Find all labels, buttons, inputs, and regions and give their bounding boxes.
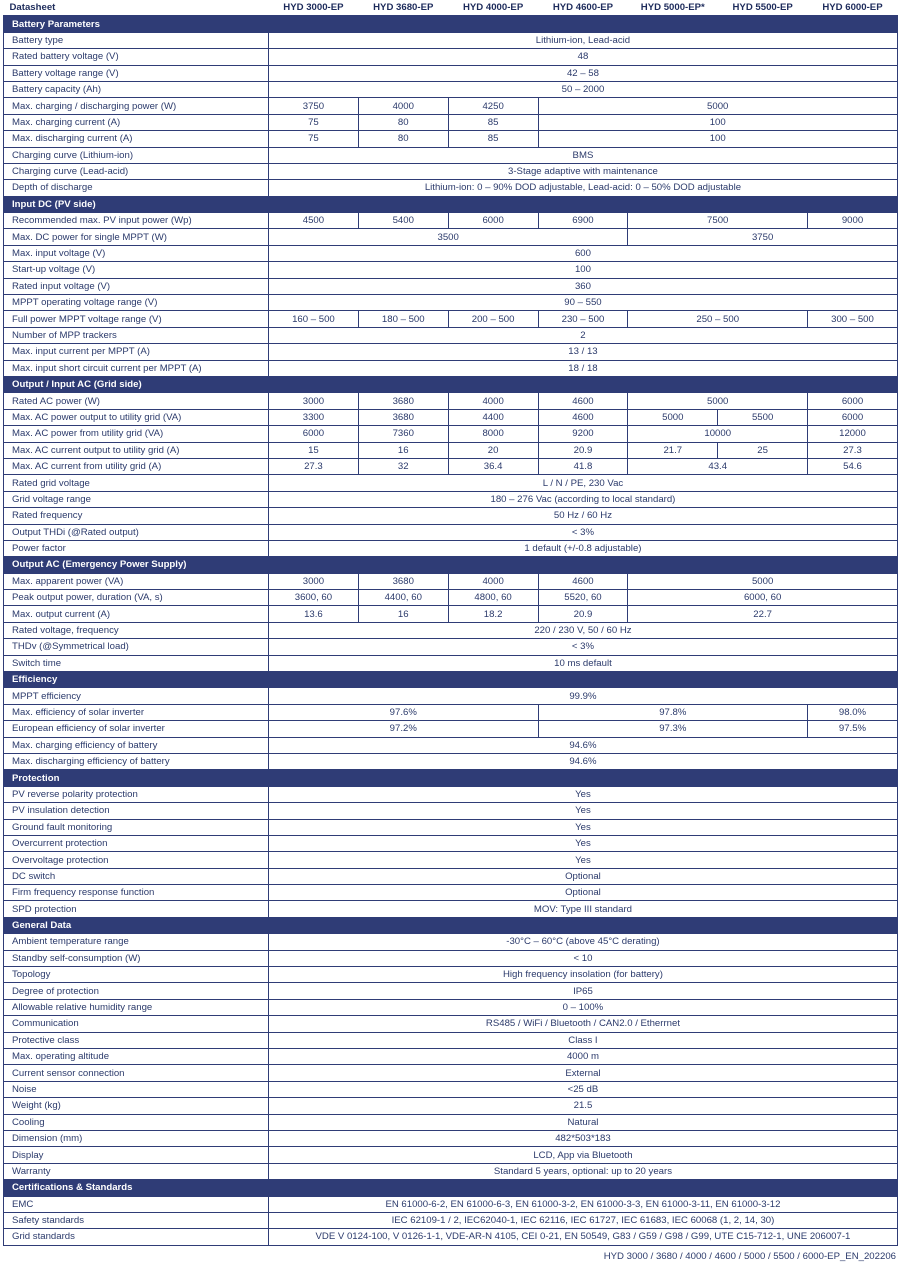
spec-value: 13 / 13 [269,344,898,360]
model-name: HYD 4000-EP [448,0,538,16]
spec-value: 18.2 [448,606,538,622]
spec-row [4,65,898,81]
spec-row [4,262,898,278]
spec-value: 50 – 2000 [269,81,898,97]
spec-value: Optional [269,868,898,884]
spec-value: 5000 [628,573,898,589]
spec-row [4,999,898,1015]
spec-label: Depth of discharge [4,180,269,196]
model-header-row [4,0,898,16]
spec-row [4,590,898,606]
spec-row [4,1032,898,1048]
spec-value: 8000 [448,426,538,442]
spec-value: 18 / 18 [269,360,898,376]
spec-row [4,753,898,769]
section-title: Efficiency [4,672,898,688]
spec-value: 6000 [808,393,898,409]
spec-value: 36.4 [448,458,538,474]
spec-row [4,311,898,327]
spec-label: Cooling [4,1114,269,1130]
spec-row [4,229,898,245]
spec-value: 5000 [628,393,808,409]
section-header [4,672,898,688]
spec-value: 97.6% [269,704,539,720]
spec-value: 22.7 [628,606,898,622]
spec-row [4,704,898,720]
spec-row [4,868,898,884]
spec-value: Standard 5 years, optional: up to 20 years [269,1163,898,1179]
spec-value: 360 [269,278,898,294]
spec-value: 9200 [538,426,628,442]
spec-value: Class I [269,1032,898,1048]
spec-row [4,1098,898,1114]
spec-value: Lithium-ion: 0 – 90% DOD adjustable, Lead-acid: 0 – 50% DOD adjustable [269,180,898,196]
spec-value: 3600, 60 [269,590,359,606]
spec-value: 75 [269,114,359,130]
spec-row [4,835,898,851]
spec-value: 3750 [269,98,359,114]
spec-value: 3500 [269,229,628,245]
spec-label: Charging curve (Lithium-ion) [4,147,269,163]
spec-row [4,81,898,97]
spec-value: 230 – 500 [538,311,628,327]
spec-value: 5000 [538,98,897,114]
model-name: HYD 3680-EP [358,0,448,16]
spec-label: EMC [4,1196,269,1212]
spec-row [4,967,898,983]
spec-value: 97.5% [808,721,898,737]
spec-value: 4600 [538,573,628,589]
spec-row [4,786,898,802]
spec-value: L / N / PE, 230 Vac [269,475,898,491]
spec-value: High frequency insolation (for battery) [269,967,898,983]
spec-label: MPPT operating voltage range (V) [4,295,269,311]
spec-value: 42 – 58 [269,65,898,81]
spec-label: Dimension (mm) [4,1130,269,1146]
spec-label: Switch time [4,655,269,671]
spec-label: DC switch [4,868,269,884]
spec-value: 100 [538,131,897,147]
spec-value: 25 [718,442,808,458]
spec-row [4,901,898,917]
spec-value: 12000 [808,426,898,442]
spec-value: 97.2% [269,721,539,737]
spec-value: IP65 [269,983,898,999]
spec-label: Battery capacity (Ah) [4,81,269,97]
spec-row [4,327,898,343]
spec-row [4,983,898,999]
spec-value: 20.9 [538,606,628,622]
spec-label: Max. DC power for single MPPT (W) [4,229,269,245]
spec-label: Grid standards [4,1229,269,1245]
spec-label: Ground fault monitoring [4,819,269,835]
spec-label: PV reverse polarity protection [4,786,269,802]
spec-label: Protective class [4,1032,269,1048]
spec-row [4,98,898,114]
section-header [4,376,898,392]
spec-row [4,475,898,491]
spec-value: 5500 [718,409,808,425]
spec-value: 6000 [448,213,538,229]
spec-value: < 10 [269,950,898,966]
spec-value: 3-Stage adaptive with maintenance [269,163,898,179]
spec-row [4,606,898,622]
spec-value: 3680 [358,409,448,425]
spec-label: Display [4,1147,269,1163]
spec-label: Start-up voltage (V) [4,262,269,278]
spec-value: 10 ms default [269,655,898,671]
spec-row [4,508,898,524]
spec-value: 27.3 [269,458,359,474]
datasheet [3,0,897,1246]
spec-row [4,1016,898,1032]
spec-value: 3680 [358,573,448,589]
section-header [4,1180,898,1196]
spec-label: Warranty [4,1163,269,1179]
spec-value: 250 – 500 [628,311,808,327]
spec-value: Yes [269,852,898,868]
spec-label: Rated battery voltage (V) [4,49,269,65]
spec-value: 3750 [628,229,898,245]
spec-label: Max. AC current output to utility grid (A) [4,442,269,458]
spec-label: Max. AC power from utility grid (VA) [4,426,269,442]
datasheet-title: Datasheet [4,0,269,16]
spec-value: 100 [538,114,897,130]
spec-row [4,688,898,704]
spec-row [4,360,898,376]
spec-label: Max. AC power output to utility grid (VA) [4,409,269,425]
spec-value: 5400 [358,213,448,229]
spec-value: 4000 m [269,1049,898,1065]
spec-value: 4600 [538,409,628,425]
section-title: Battery Parameters [4,16,898,32]
spec-value: 5000 [628,409,718,425]
spec-row [4,1212,898,1228]
spec-value: 6900 [538,213,628,229]
model-name: HYD 6000-EP [808,0,898,16]
spec-label: Standby self-consumption (W) [4,950,269,966]
spec-value: 21.7 [628,442,718,458]
spec-label: Allowable relative humidity range [4,999,269,1015]
spec-row [4,1049,898,1065]
spec-value: 100 [269,262,898,278]
section-title: Certifications & Standards [4,1180,898,1196]
section-header [4,16,898,32]
spec-value: 6000 [808,409,898,425]
spec-value: 4000 [448,393,538,409]
spec-label: Overcurrent protection [4,835,269,851]
spec-label: Max. operating altitude [4,1049,269,1065]
spec-value: 1 default (+/-0.8 adjustable) [269,540,898,556]
spec-label: Max. discharging current (A) [4,131,269,147]
spec-value: 94.6% [269,753,898,769]
spec-row [4,426,898,442]
spec-row [4,163,898,179]
spec-row [4,180,898,196]
spec-value: External [269,1065,898,1081]
spec-label: Rated AC power (W) [4,393,269,409]
spec-value: < 3% [269,524,898,540]
spec-value: 4400, 60 [358,590,448,606]
spec-label: Max. charging / discharging power (W) [4,98,269,114]
spec-value: 4800, 60 [448,590,538,606]
spec-value: Yes [269,835,898,851]
spec-row [4,1130,898,1146]
spec-row [4,491,898,507]
spec-value: 300 – 500 [808,311,898,327]
spec-label: Current sensor connection [4,1065,269,1081]
spec-label: Firm frequency response function [4,885,269,901]
spec-value: IEC 62109-1 / 2, IEC62040-1, IEC 62116, IEC 61727, IEC 61683, IEC 60068 (1, 2, 14, 30) [269,1212,898,1228]
spec-row [4,458,898,474]
model-name: HYD 5000-EP* [628,0,718,16]
spec-label: Max. input short circuit current per MPPT (A) [4,360,269,376]
spec-row [4,655,898,671]
spec-row [4,409,898,425]
spec-value: 13.6 [269,606,359,622]
spec-label: Safety standards [4,1212,269,1228]
spec-label: Topology [4,967,269,983]
spec-value: 85 [448,114,538,130]
spec-label: Battery voltage range (V) [4,65,269,81]
spec-row [4,442,898,458]
spec-label: Degree of protection [4,983,269,999]
spec-value: 3000 [269,393,359,409]
spec-value: 48 [269,49,898,65]
model-name: HYD 5500-EP [718,0,808,16]
spec-value: 160 – 500 [269,311,359,327]
spec-value: 4400 [448,409,538,425]
spec-value: < 3% [269,639,898,655]
spec-label: THDv (@Symmetrical load) [4,639,269,655]
spec-label: Weight (kg) [4,1098,269,1114]
spec-value: 6000 [269,426,359,442]
spec-label: Max. input current per MPPT (A) [4,344,269,360]
spec-row [4,213,898,229]
spec-row [4,524,898,540]
spec-value: <25 dB [269,1081,898,1097]
section-header [4,917,898,933]
spec-value: 7500 [628,213,808,229]
spec-value: 6000, 60 [628,590,898,606]
spec-value: 21.5 [269,1098,898,1114]
spec-label: Max. charging current (A) [4,114,269,130]
spec-value: 80 [358,131,448,147]
spec-value: 32 [358,458,448,474]
spec-row [4,721,898,737]
spec-label: SPD protection [4,901,269,917]
spec-value: RS485 / WiFi / Bluetooth / CAN2.0 / Etherrnet [269,1016,898,1032]
spec-value: 3300 [269,409,359,425]
spec-row [4,852,898,868]
spec-value: Natural [269,1114,898,1130]
spec-value: 4000 [358,98,448,114]
spec-value: LCD, App via Bluetooth [269,1147,898,1163]
spec-value: 5520, 60 [538,590,628,606]
spec-row [4,1081,898,1097]
spec-row [4,1229,898,1245]
spec-row [4,147,898,163]
spec-value: 54.6 [808,458,898,474]
spec-value: 50 Hz / 60 Hz [269,508,898,524]
spec-row [4,639,898,655]
spec-value: -30°C – 60°C (above 45°C derating) [269,934,898,950]
spec-value: BMS [269,147,898,163]
spec-row [4,278,898,294]
spec-value: 200 – 500 [448,311,538,327]
spec-label: Communication [4,1016,269,1032]
spec-value: 4500 [269,213,359,229]
spec-value: 41.8 [538,458,628,474]
spec-value: 90 – 550 [269,295,898,311]
spec-value: 80 [358,114,448,130]
spec-row [4,344,898,360]
spec-value: 43.4 [628,458,808,474]
spec-value: 7360 [358,426,448,442]
spec-row [4,819,898,835]
spec-value: 99.9% [269,688,898,704]
spec-label: Max. input voltage (V) [4,245,269,261]
spec-label: Charging curve (Lead-acid) [4,163,269,179]
spec-value: VDE V 0124-100, V 0126-1-1, VDE-AR-N 4105, CEI 0-21, EN 50549, G83 / G59 / G98 / G99, UTE C15-712-1, UNE 206007-1 [269,1229,898,1245]
spec-value: 2 [269,327,898,343]
spec-row [4,737,898,753]
spec-label: Output THDi (@Rated output) [4,524,269,540]
spec-label: Grid voltage range [4,491,269,507]
spec-value: 20 [448,442,538,458]
spec-value: 9000 [808,213,898,229]
spec-label: Max. charging efficiency of battery [4,737,269,753]
spec-label: Max. AC current from utility grid (A) [4,458,269,474]
spec-value: EN 61000-6-2, EN 61000-6-3, EN 61000-3-2, EN 61000-3-3, EN 61000-3-11, EN 61000-3-12 [269,1196,898,1212]
spec-row [4,934,898,950]
spec-row [4,1163,898,1179]
spec-value: 4600 [538,393,628,409]
spec-value: 97.3% [538,721,808,737]
spec-label: Max. efficiency of solar inverter [4,704,269,720]
spec-value: 98.0% [808,704,898,720]
spec-value: 482*503*183 [269,1130,898,1146]
model-name: HYD 4600-EP [538,0,628,16]
spec-label: Max. apparent power (VA) [4,573,269,589]
spec-label: PV insulation detection [4,803,269,819]
spec-value: Lithium-ion, Lead-acid [269,32,898,48]
spec-row [4,245,898,261]
spec-row [4,1147,898,1163]
spec-value: 3680 [358,393,448,409]
spec-value: Yes [269,819,898,835]
spec-row [4,393,898,409]
spec-row [4,32,898,48]
spec-value: 16 [358,606,448,622]
spec-value: 3000 [269,573,359,589]
section-header [4,196,898,212]
spec-row [4,885,898,901]
datasheet-table [3,0,898,1246]
spec-row [4,1114,898,1130]
spec-value: 16 [358,442,448,458]
spec-label: Ambient temperature range [4,934,269,950]
section-title: Protection [4,770,898,786]
spec-value: 85 [448,131,538,147]
spec-label: Max. discharging efficiency of battery [4,753,269,769]
spec-value: 97.8% [538,704,808,720]
spec-label: Peak output power, duration (VA, s) [4,590,269,606]
spec-label: Overvoltage protection [4,852,269,868]
spec-label: Rated input voltage (V) [4,278,269,294]
spec-value: 94.6% [269,737,898,753]
section-title: Input DC (PV side) [4,196,898,212]
spec-label: Number of MPP trackers [4,327,269,343]
section-header [4,770,898,786]
spec-value: 220 / 230 V, 50 / 60 Hz [269,622,898,638]
section-title: Output AC (Emergency Power Supply) [4,557,898,573]
spec-row [4,1196,898,1212]
section-header [4,557,898,573]
spec-row [4,49,898,65]
model-name: HYD 3000-EP [269,0,359,16]
spec-value: 27.3 [808,442,898,458]
spec-row [4,540,898,556]
spec-value: 180 – 276 Vac (according to local standard) [269,491,898,507]
spec-row [4,114,898,130]
spec-label: European efficiency of solar inverter [4,721,269,737]
spec-value: Yes [269,786,898,802]
spec-value: 4000 [448,573,538,589]
spec-label: Recommended max. PV input power (Wp) [4,213,269,229]
spec-value: Optional [269,885,898,901]
spec-label: Max. output current (A) [4,606,269,622]
spec-value: Yes [269,803,898,819]
section-title: General Data [4,917,898,933]
spec-value: 4250 [448,98,538,114]
spec-label: Power factor [4,540,269,556]
spec-row [4,950,898,966]
spec-row [4,1065,898,1081]
spec-row [4,131,898,147]
spec-value: 180 – 500 [358,311,448,327]
spec-value: MOV: Type III standard [269,901,898,917]
spec-label: MPPT efficiency [4,688,269,704]
spec-label: Rated grid voltage [4,475,269,491]
spec-value: 20.9 [538,442,628,458]
spec-row [4,295,898,311]
spec-label: Full power MPPT voltage range (V) [4,311,269,327]
section-title: Output / Input AC (Grid side) [4,376,898,392]
spec-value: 600 [269,245,898,261]
spec-row [4,622,898,638]
spec-label: Rated frequency [4,508,269,524]
spec-value: 75 [269,131,359,147]
spec-row [4,573,898,589]
document-footer: HYD 3000 / 3680 / 4000 / 4600 / 5000 / 5500 / 6000-EP_EN_202206 [603,1251,896,1262]
spec-row [4,803,898,819]
spec-value: 0 – 100% [269,999,898,1015]
spec-label: Rated voltage, frequency [4,622,269,638]
spec-label: Battery type [4,32,269,48]
spec-label: Noise [4,1081,269,1097]
spec-value: 15 [269,442,359,458]
spec-value: 10000 [628,426,808,442]
